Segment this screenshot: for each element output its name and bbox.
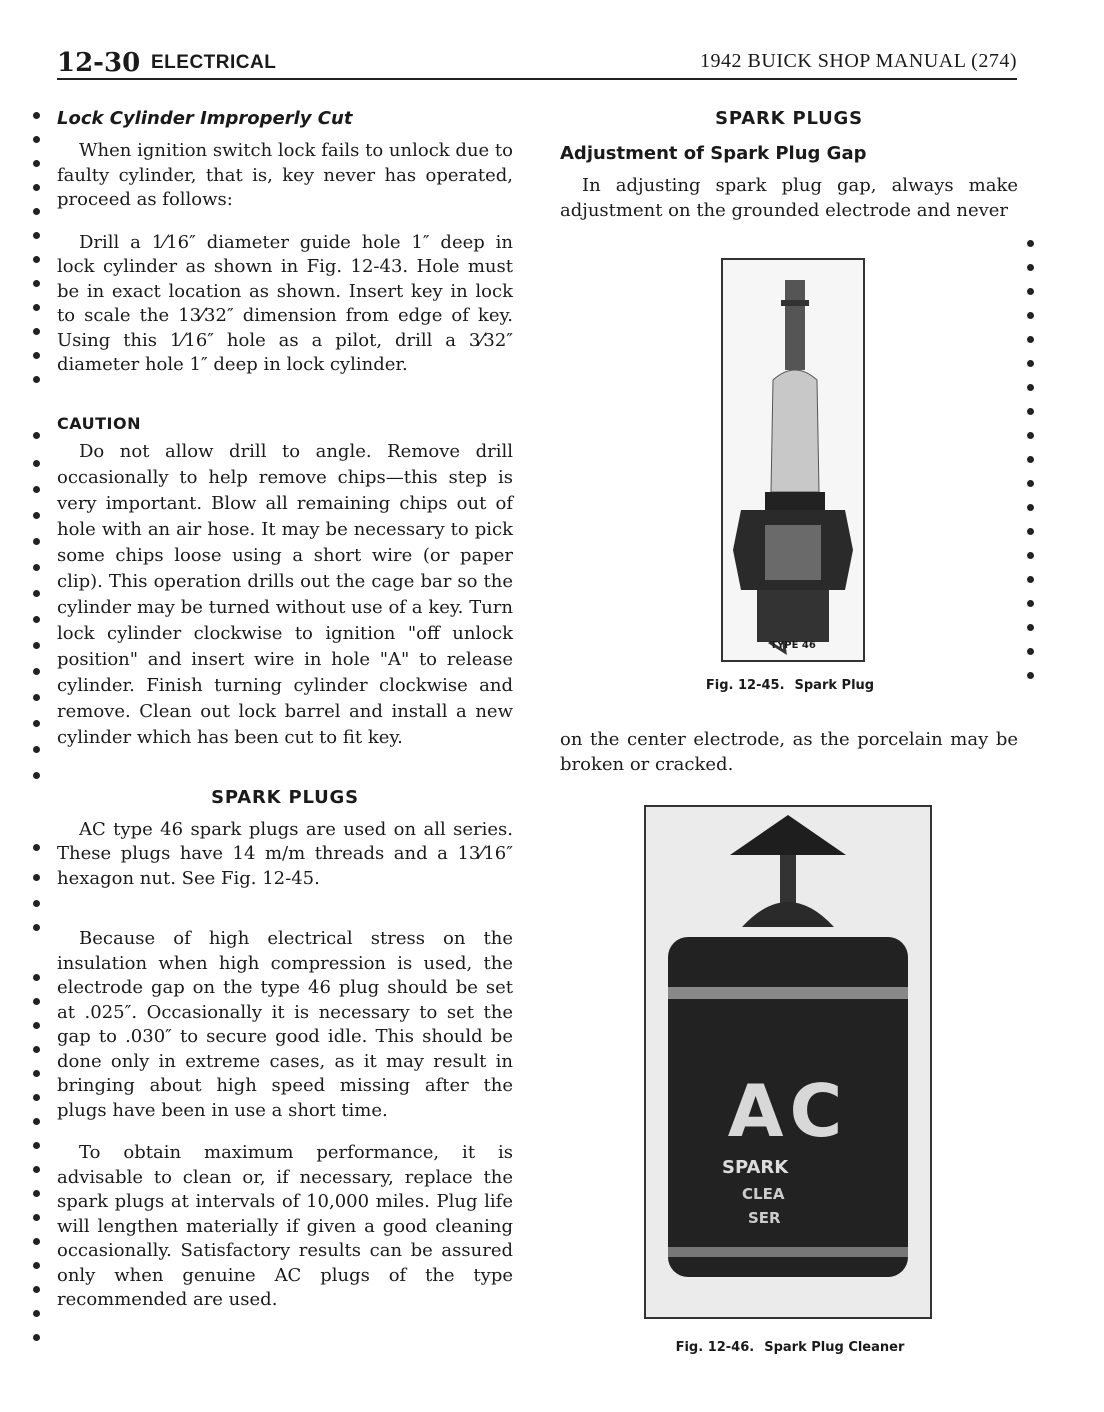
paragraph: To obtain maximum performance, it is advisable to clean or, if necessary, replace the spark plugs at intervals of 10,000 miles. Plug life will lengthen materially if given a good cleaning occasionally. Satisfactory results can be assured only when genuine AC plugs of the type recommended are used.	[57, 1142, 513, 1310]
lock-cylinder-heading: Lock Cylinder Improperly Cut	[57, 108, 353, 129]
figure-caption	[660, 1340, 920, 1355]
left-column	[57, 108, 513, 1313]
paragraph: When ignition switch lock fails to unlock due to faulty cylinder, that is, key never has operated, proceed as follows:	[57, 140, 513, 210]
spark-plug-cleaner-figure	[644, 805, 932, 1319]
figure-number: Fig. 12-45.	[705, 678, 785, 693]
spark-plugs-heading: SPARK PLUGS	[211, 786, 359, 808]
label-line: CLEA	[742, 1185, 785, 1203]
figure-title: Spark Plug	[794, 678, 875, 693]
page-header	[57, 44, 1017, 80]
paragraph: Because of high electrical stress on the insulation when high compression is used, the electrode gap on the type 46 plug should be set at .025″. Occasionally it is necessary to set the gap to .030″ to secure good idle. This should be done only in extreme cases, as it may result in bringing about high speed missing after the plugs have been in use a short time.	[57, 928, 513, 1121]
right-column-continued	[560, 728, 1018, 777]
type-label: TYPE 46	[770, 640, 816, 651]
figure-caption	[690, 678, 890, 693]
paragraph: Do not allow drill to angle. Remove drill occasionally to help remove chips—this step is very important. Blow all remaining chips out of hole with an air hose. It may be necessary to pick some chips loose using a short wire (or paper clip). This operation drills out the cage bar so the cylinder may be turned without use of a key. Turn lock cylinder clockwise to ignition "off unlock position" and insert wire in hole "A" to release cylinder. Finish turning cylinder clockwise and remove. Clean out lock barrel and install a new cylinder which has been cut to fit key.	[57, 440, 513, 748]
spark-plug-illustration	[723, 260, 863, 660]
page-number: 12-30	[57, 48, 141, 78]
caution-heading: CAUTION	[57, 413, 141, 433]
paragraph: AC type 46 spark plugs are used on all series. These plugs have 14 m/m threads and a 13⁄16″ hexagon nut. See Fig. 12-45.	[57, 818, 513, 889]
spark-plug-figure	[721, 258, 865, 662]
figure-title: Spark Plug Cleaner	[764, 1340, 905, 1355]
paragraph: Drill a 1⁄16″ diameter guide hole 1″ deep in lock cylinder as shown in Fig. 12-43. Hole must be in exact location as shown. Insert key in lock to scale the 13⁄32″ dimension from edge of key. Using this 1⁄16″ hole as a pilot, drill a 3⁄32″ diameter hole 1″ deep in lock cylinder.	[57, 231, 513, 375]
right-column	[560, 108, 1018, 223]
figure-number: Fig. 12-46.	[675, 1340, 755, 1355]
paragraph: on the center electrode, as the porcelain may be broken or cracked.	[560, 729, 1018, 775]
cleaner-illustration	[646, 807, 930, 1317]
adjustment-heading: Adjustment of Spark Plug Gap	[560, 143, 867, 164]
paragraph: In adjusting spark plug gap, always make adjustment on the grounded electrode and never	[560, 175, 1018, 221]
ac-logo: AC	[727, 1069, 849, 1153]
manual-title: 1942 BUICK SHOP MANUAL (274)	[700, 50, 1017, 72]
label-line: SPARK	[722, 1157, 789, 1178]
section-title: ELECTRICAL	[151, 52, 277, 73]
spark-plugs-heading: SPARK PLUGS	[715, 108, 863, 129]
label-line: SER	[748, 1209, 781, 1227]
